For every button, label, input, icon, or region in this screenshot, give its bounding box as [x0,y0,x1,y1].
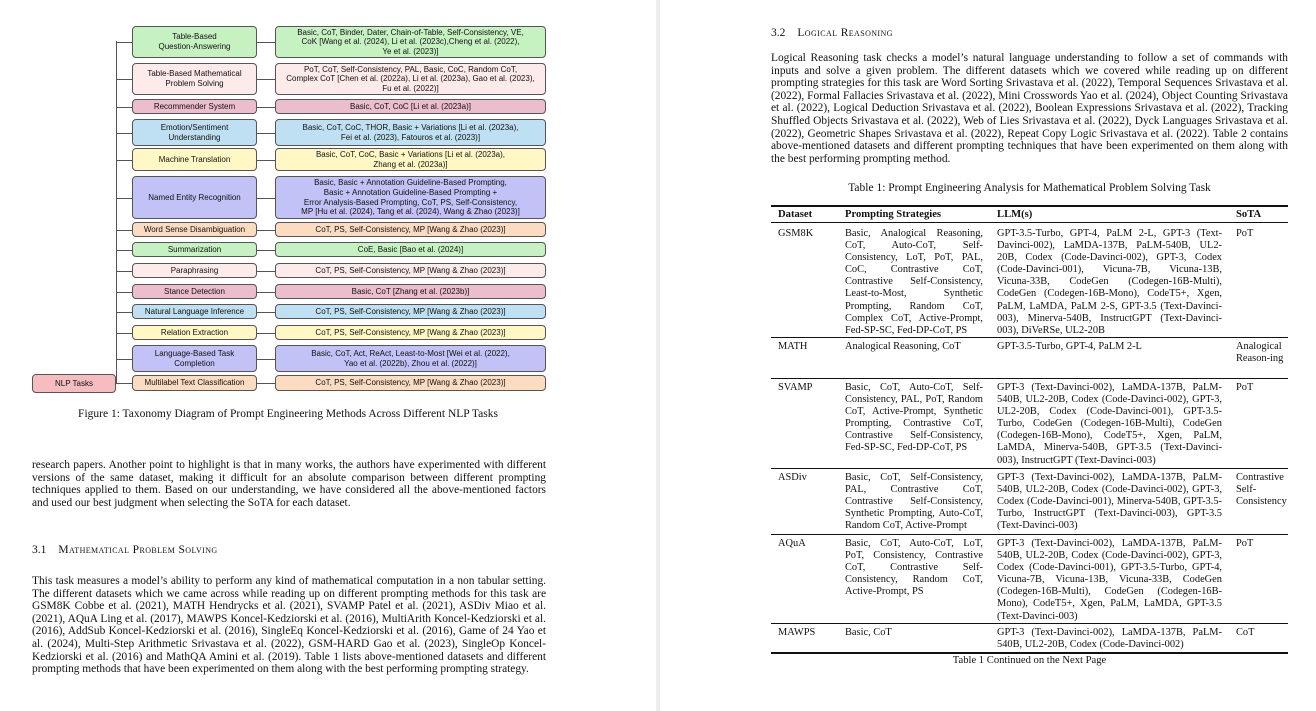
table-header-cell: LLM(s) [997,209,1033,220]
section-title: Logical Reasoning [797,27,893,39]
connector-line [116,312,132,313]
table-header-cell: Dataset [778,209,813,220]
methods-node: Basic, CoT, CoC, THOR, Basic + Variations [Li et al. (2023a), Fei et al. (2023), Fatouros et al. (2023)] [275,119,546,146]
task-category-node: Emotion/Sentiment Understanding [132,119,257,146]
table-bottom-rule [771,652,1288,654]
dataset-cell: MATH [778,341,808,352]
connector-line [257,312,275,313]
methods-node: Basic, CoT, CoC [Li et al. (2023a)] [275,99,546,114]
section-heading-3-2 [771,27,893,39]
connector-line [257,42,275,43]
methods-node: CoT, PS, Self-Consistency, MP [Wang & Zhao (2023)] [275,222,546,237]
strategies-cell: Basic, CoT, Auto-CoT, Self-Consistency, PAL, PoT, Random CoT, Active-Prompt, Synthetic Prompting, Contrastive CoT, Contrastive Self-Consistency, Fed-SP-SC, Fed-DP-CoT, PS [845,382,983,454]
taxonomy-row [116,375,546,391]
connector-line [116,160,132,161]
task-category-node: Natural Language Inference [132,304,257,319]
connector-line [257,250,275,251]
llms-cell: GPT-3 (Text-Davinci-002), LaMDA-137B, PaLM-540B, UL2-20B, Codex (Code-Davinci-002), GPT-3, Codex (Code-Davinci-001), GPT-3.5-Turbo, GPT-4, Vicuna-7B, Vicuna-13B, Vicuna-33B, CodeGen (Codegen-16B-Multi), CodeGen (Codegen-16B-Mono), CodeT5+, Xgen, PaLM, LaMDA, GPT-3.5 (Text-Davinci-003) [997,538,1222,622]
taxonomy-row [116,263,546,278]
section-number: 3.2 [771,27,786,39]
dataset-cell: ASDiv [778,472,807,483]
connector-line [257,359,275,360]
llms-cell: GPT-3.5-Turbo, GPT-4, PaLM 2-L [997,341,1142,352]
connector-line [116,107,132,108]
table-continued-note: Table 1 Continued on the Next Page [952,655,1107,666]
sota-cell: PoT [1236,538,1254,549]
methods-node: CoT, PS, Self-Consistency, MP [Wang & Zhao (2023)] [275,304,546,319]
taxonomy-row [116,176,546,219]
taxonomy-root-node: NLP Tasks [32,374,116,393]
connector-line [257,271,275,272]
connector-line [116,333,132,334]
strategies-cell: Basic, CoT [845,627,892,638]
connector-line [257,333,275,334]
strategies-cell: Basic, CoT, Self-Consistency, PAL, Contrastive CoT, Contrastive Self-Consistency, Synthetic Prompting, Auto-CoT, Random CoT, Active-Prompt [845,472,983,532]
taxonomy-row [116,63,546,95]
sota-cell: CoT [1236,627,1255,638]
task-category-node: Machine Translation [132,148,257,171]
task-category-node: Recommender System [132,99,257,114]
methods-node: CoT, PS, Self-Consistency, MP [Wang & Zhao (2023)] [275,263,546,278]
connector-line [116,42,132,43]
methods-node: CoE, Basic [Bao et al. (2024)] [275,242,546,257]
methods-node: CoT, PS, Self-Consistency, MP [Wang & Zhao (2023)] [275,325,546,340]
llms-cell: GPT-3 (Text-Davinci-002), LaMDA-137B, PaLM-540B, UL2-20B, Codex (Code-Davinci-002), GPT-3, UL2-20B, Codex (Code-Davinci-001), GPT-3.5-Turbo, CodeGen (Codegen-16B-Multi), CodeGen (Codegen-16B-Mono), CodeT5+, Xgen, PaLM, LaMDA, Minerva-540B, GPT-3.5 (Text-Davinci-003), InstructGPT (Text-Davinci-003) [997,382,1222,466]
table-top-rule [771,205,1288,207]
dataset-cell: MAWPS [778,627,816,638]
taxonomy-row [116,304,546,319]
connector-line [257,292,275,293]
task-category-node: Multilabel Text Classification [132,375,257,391]
llms-cell: GPT-3.5-Turbo, GPT-4, PaLM 2-L, GPT-3 (Text-Davinci-002), LaMDA-137B, PaLM-540B, UL2-20B, Codex (Code-Davinci-002), GPT-3, Codex (Code-Davinci-001), Vicuna-7B, Vicuna-13B, Vicuna-33B, CodeGen (Codegen-16B-Multi), CodeGen (Codegen-16B-Mono), CodeT5+, Xgen, PaLM, LaMDA, PaLM 2-S, GPT-3.5 (Text-Davinci-003), Minerva-540B, InstructGPT (Text-Davinci-003), DiVeRSe, UL2-20B [997,228,1222,336]
connector-line [257,107,275,108]
body-paragraph-2: This task measures a model’s ability to perform any kind of mathematical computation in a non tabular setting. The different datasets which we came across while reading up on different prompting methods for this task are GSM8K Cobbe et al. (2021), MATH Hendrycks et al. (2021), SVAMP Patel et al. (2021), ASDiv Miao et al. (2021), AQuA Ling et al. (2017), MAWPS Koncel-Kedziorski et al. (2016), MultiArith Koncel-Kedziorski et al. (2016), AddSub Koncel-Kedziorski et al. (2016), SingleEq Koncel-Kedziorski et al. (2016), Game of 24 Yao et al. (2024), Multi-Step Arithmetic Srivastava et al. (2022), GSM-HARD Gao et al. (2023), SingleOp Koncel-Kedziorski et al. (2016) and MathQA Amini et al. (2019). Table 1 lists above-mentioned datasets and different prompting methods that have been experimented on them along with the best performing prompting strategy. [32,575,546,676]
table-row-rule [771,337,1288,338]
section-number: 3.1 [32,544,47,556]
connector-line [116,250,132,251]
methods-node: PoT, CoT, Self-Consistency, PAL, Basic, CoC, Random CoT, Complex CoT [Chen et al. (2022a), Li et al. (2023a), Gao et al. (2023), Fu et al. (2022)] [275,63,546,95]
connector-line [257,383,275,384]
connector-line [116,383,132,384]
connector-line [116,292,132,293]
taxonomy-row [116,119,546,146]
table-caption: Table 1: Prompt Engineering Analysis for Mathematical Problem Solving Task [848,182,1211,194]
task-category-node: Relation Extraction [132,325,257,340]
sota-cell: Analogical Reason-ing [1236,341,1284,365]
table-row-rule [771,378,1288,379]
connector-line [257,79,275,80]
connector-line [116,271,132,272]
llms-cell: GPT-3 (Text-Davinci-002), LaMDA-137B, PaLM-540B, UL2-20B, Codex (Code-Davinci-002) [997,627,1222,651]
table-row-rule [771,468,1288,469]
task-category-node: Stance Detection [132,284,257,299]
connector-line [116,230,132,231]
methods-node: Basic, CoT, CoC, Basic + Variations [Li et al. (2023a), Zhang et al. (2023a)] [275,148,546,171]
task-category-node: Table-Based Mathematical Problem Solving [132,63,257,95]
connector-line [257,230,275,231]
taxonomy-row [116,325,546,340]
dataset-cell: SVAMP [778,382,813,393]
taxonomy-row [116,26,546,58]
connector-line [116,79,132,80]
dataset-cell: GSM8K [778,228,814,239]
taxonomy-row [116,242,546,257]
table-row-rule [771,534,1288,535]
strategies-cell: Basic, Analogical Reasoning, CoT, Auto-CoT, Self-Consistency, LoT, PoT, PAL, CoC, Contrastive CoT, Contrastive Self-Consistency, Least-to-Most, Synthetic Prompting, Random CoT, Complex CoT, Active-Prompt, Fed-SP-SC, Fed-DP-CoT, PS [845,228,983,336]
dataset-cell: AQuA [778,538,806,549]
methods-node: Basic, CoT [Zhang et al. (2023b)] [275,284,546,299]
table-header-rule [771,222,1288,223]
connector-line [116,359,132,360]
llms-cell: GPT-3 (Text-Davinci-002), LaMDA-137B, PaLM-540B, UL2-20B, Codex (Code-Davinci-002), GPT-3, Codex (Code-Davinci-001), Minerva-540B, GPT-3.5-Turbo, InstructGPT (Text-Davinci-003), GPT-3.5 (Text-Davinci-003) [997,472,1222,532]
taxonomy-row [116,99,546,114]
taxonomy-row [116,222,546,237]
taxonomy-row [116,284,546,299]
task-category-node: Named Entity Recognition [132,176,257,219]
taxonomy-row [116,148,546,171]
task-category-node: Summarization [132,242,257,257]
task-category-node: Word Sense Disambiguation [132,222,257,237]
section-heading-3-1 [32,544,218,556]
sota-cell: PoT [1236,228,1254,239]
connector-line [257,198,275,199]
figure-caption: Figure 1: Taxonomy Diagram of Prompt Engineering Methods Across Different NLP Tasks [78,408,498,420]
methods-node: CoT, PS, Self-Consistency, MP [Wang & Zhao (2023)] [275,375,546,391]
task-category-node: Paraphrasing [132,263,257,278]
connector-line [257,160,275,161]
connector-line [257,133,275,134]
methods-node: Basic, CoT, Binder, Dater, Chain-of-Table, Self-Consistency, VE, CoK [Wang et al. (2024), Li et al. (2023c),Cheng et al. (2022), Ye et al. (2023)] [275,26,546,58]
sota-cell: PoT [1236,382,1254,393]
connector-line [116,198,132,199]
body-paragraph-1: research papers. Another point to highlight is that in many works, the authors have experimented with different versions of the same dataset, making it difficult for an absolute comparison between different prompting techniques applied to them. Based on our understanding, we have considered all the above-mentioned factors and used our best judgment when selecting the SoTA for each dataset. [32,459,546,509]
task-category-node: Language-Based Task Completion [132,345,257,372]
taxonomy-row [116,345,546,372]
body-paragraph-3: Logical Reasoning task checks a model’s natural language understanding to follow a set of commands with inputs and solve a given problem. The different datasets which we covered while reading up on different prompting strategies for this task are Word Sorting Srivastava et al. (2022), Temporal Sequences Srivastava et al. (2022), Formal Fallacies Srivastava et al. (2022), Mini Crosswords Yao et al. (2024), Object Counting Srivastava et al. (2022), Logical Deduction Srivastava et al. (2022), Boolean Expressions Srivastava et al. (2022), Tracking Shuffled Objects Srivastava et al. (2022), Web of Lies Srivastava et al. (2022), Dyck Languages Srivastava et al. (2022), Geometric Shapes Srivastava et al. (2022), Repeat Copy Logic Srivastava et al. (2022). Table 2 contains above-mentioned datasets and different prompting techniques that have been experimented on them along with the best performing prompting method. [771,52,1288,165]
section-title: Mathematical Problem Solving [58,544,218,556]
task-category-node: Table-Based Question-Answering [132,26,257,58]
connector-line [116,133,132,134]
strategies-cell: Analogical Reasoning, CoT [845,341,961,352]
table-header-cell: Prompting Strategies [845,209,942,220]
table-row-rule [771,623,1288,624]
table-header-cell: SoTA [1236,209,1262,220]
left-page [0,0,656,711]
sota-cell: Contrastive Self-Consistency [1236,472,1287,508]
strategies-cell: Basic, CoT, Auto-CoT, LoT, PoT, Consistency, Contrastive CoT, Contrastive Self-Consistency, Random CoT, Active-Prompt, PS [845,538,983,598]
methods-node: Basic, Basic + Annotation Guideline-Based Prompting, Basic + Annotation Guideline-Based Prompting + Error Analysis-Based Prompting, CoT, PS, Self-Consistency, MP [Hu et al. (2024), Tang et al. (2024), Wang & Zhao (2023)] [275,176,546,219]
methods-node: Basic, CoT, Act, ReAct, Least-to-Most [Wei et al. (2022), Yao et al. (2022b), Zhou et al. (2022)] [275,345,546,372]
